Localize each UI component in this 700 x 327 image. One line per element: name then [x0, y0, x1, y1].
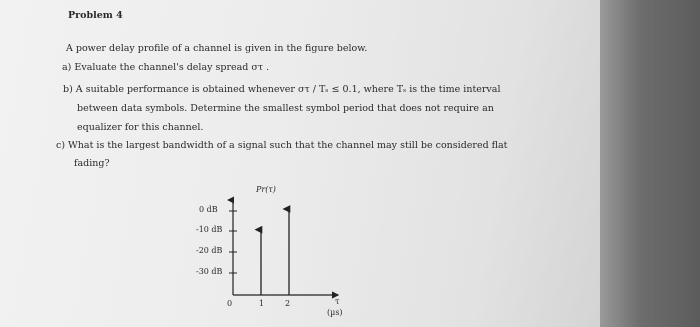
x-tick-1: 1 [259, 299, 265, 308]
x-axis-unit: (µs) [327, 308, 343, 317]
y-tick-minus30db: -30 dB [196, 267, 223, 276]
y-tick-minus20db: -20 dB [196, 246, 223, 255]
part-a-text: a) Evaluate the channel's delay spread στ . [62, 62, 270, 73]
part-b-line2: between data symbols. Determine the smallest symbol period that does not require an [77, 103, 494, 114]
x-label-tau: τ [335, 297, 340, 306]
part-b-line1: b) A suitable performance is obtained whenever στ / Tₛ ≤ 0.1, where Tₛ is the time interval [63, 84, 501, 95]
x-tick-2: 2 [285, 299, 291, 308]
y-tick-minus10db: -10 dB [196, 225, 223, 234]
problem-heading: Problem 4 [68, 10, 123, 21]
figure-ylabel: Pr(τ) [256, 185, 276, 194]
y-tick-0db: 0 dB [199, 205, 218, 214]
problem-intro: A power delay profile of a channel is given in the figure below. [66, 43, 368, 54]
part-c-line2: fading? [74, 158, 110, 169]
part-b-line3: equalizer for this channel. [77, 122, 204, 133]
x-tick-0: 0 [227, 299, 233, 308]
part-c-line1: c) What is the largest bandwidth of a signal such that the channel may still be considered flat [56, 140, 508, 151]
